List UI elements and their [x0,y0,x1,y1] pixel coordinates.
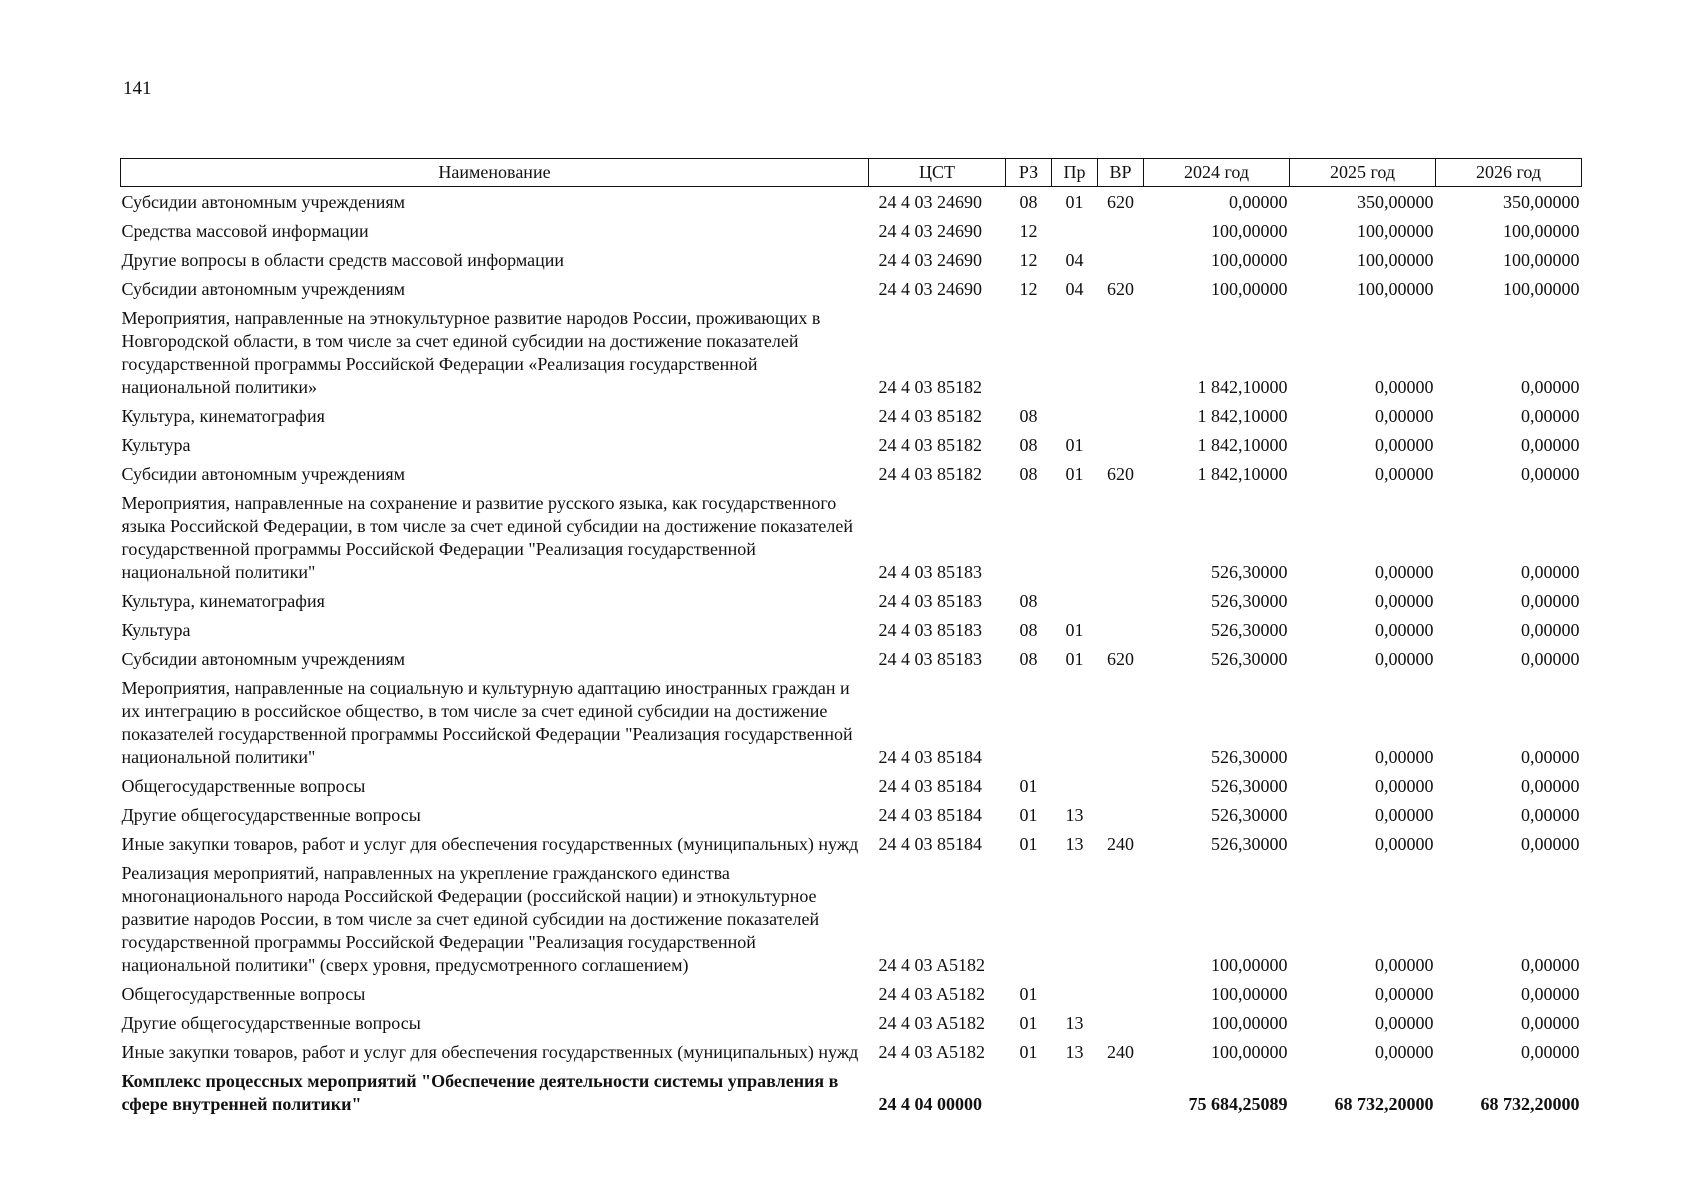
cell-2026: 0,00000 [1521,406,1580,426]
cell-vr: 240 [1107,834,1134,854]
cell-2024: 100,00000 [1211,221,1288,241]
cell-pr: 13 [1065,1042,1084,1062]
cell-pr [1052,1066,1098,1118]
cell-2024: 526,30000 [1211,620,1288,640]
cell-name: Реализация мероприятий, направленных на укрепление гражданского единства многонационального народа Российской Федерации (российской нации) и этнокультурное развитие народов России, в том числе за счет единой субсидии на достижение показателей государственной программы Российской Федерации "Реализация государственной национальной политики" (сверх уровня, предусмотренного соглашением) [121,863,820,975]
cell-cst: 24 4 03 A5182 [878,1013,986,1033]
cell-2024: 100,00000 [1211,955,1288,975]
cell-pr [1052,858,1098,979]
cell-2026: 0,00000 [1521,984,1580,1004]
table-row [121,303,1582,401]
header-2025: 2025 год [1290,159,1436,187]
cell-pr: 13 [1065,834,1084,854]
cell-pr [1052,979,1098,1008]
cell-name: Другие общегосударственные вопросы [121,805,421,825]
cell-pr: 04 [1065,279,1084,299]
cell-2026: 0,00000 [1521,435,1580,455]
cell-2025: 0,00000 [1375,464,1434,484]
cell-name: Субсидии автономным учреждениям [121,649,406,669]
cell-2026: 350,00000 [1503,192,1580,212]
cell-name: Субсидии автономным учреждениям [121,464,406,484]
cell-cst: 24 4 03 85182 [878,377,982,397]
cell-pr: 01 [1065,620,1084,640]
header-cst: ЦСТ [869,159,1006,187]
cell-2025: 100,00000 [1357,250,1434,270]
cell-rz: 08 [1019,435,1038,455]
cell-name: Иные закупки товаров, работ и услуг для обеспечения государственных (муниципальных) нужд [121,834,859,854]
page-number: 141 [123,78,152,99]
cell-2025: 0,00000 [1375,591,1434,611]
cell-pr: 01 [1065,192,1084,212]
cell-rz: 08 [1019,591,1038,611]
cell-cst: 24 4 03 85184 [878,805,982,825]
table-row [121,771,1582,800]
cell-2026: 0,00000 [1521,1042,1580,1062]
cell-cst: 24 4 03 85183 [878,649,982,669]
cell-vr: 620 [1107,279,1134,299]
cell-cst: 24 4 03 85183 [878,591,982,611]
cell-2025: 0,00000 [1375,649,1434,669]
cell-cst: 24 4 04 00000 [878,1094,982,1114]
cell-cst: 24 4 03 24690 [878,279,982,299]
cell-2024: 526,30000 [1211,649,1288,669]
cell-name: Другие вопросы в области средств массовой информации [121,250,565,270]
table-row [121,800,1582,829]
cell-2024: 100,00000 [1211,984,1288,1004]
table-row [121,858,1582,979]
cell-name: Культура [121,435,191,455]
table-row [121,615,1582,644]
table-body [121,187,1582,1119]
cell-pr [1052,673,1098,771]
cell-2025: 0,00000 [1375,984,1434,1004]
cell-pr [1052,401,1098,430]
cell-2024: 1 842,10000 [1197,464,1288,484]
table-row [121,1008,1582,1037]
cell-name: Субсидии автономным учреждениям [121,192,406,212]
cell-rz: 08 [1019,192,1038,212]
cell-vr [1098,858,1144,979]
cell-pr: 01 [1065,649,1084,669]
cell-vr: 620 [1107,192,1134,212]
cell-2025: 100,00000 [1357,279,1434,299]
cell-2024: 75 684,25089 [1188,1094,1288,1114]
cell-cst: 24 4 03 A5182 [878,984,986,1004]
cell-cst: 24 4 03 24690 [878,221,982,241]
header-2026: 2026 год [1436,159,1582,187]
table-row [121,829,1582,858]
cell-2026: 0,00000 [1521,776,1580,796]
cell-2024: 100,00000 [1211,279,1288,299]
cell-vr [1098,586,1144,615]
cell-2026: 0,00000 [1521,562,1580,582]
cell-name: Иные закупки товаров, работ и услуг для обеспечения государственных (муниципальных) нужд [121,1042,859,1062]
cell-2026: 100,00000 [1503,221,1580,241]
cell-pr: 01 [1065,464,1084,484]
header-row [121,159,1582,187]
cell-rz: 12 [1019,221,1038,241]
budget-table [120,158,1582,1118]
cell-cst: 24 4 03 85182 [878,435,982,455]
header-name: Наименование [121,159,869,187]
cell-rz [1006,1066,1052,1118]
cell-2025: 0,00000 [1375,776,1434,796]
cell-pr: 04 [1065,250,1084,270]
cell-rz: 01 [1019,805,1038,825]
cell-pr [1052,771,1098,800]
cell-name: Субсидии автономным учреждениям [121,279,406,299]
table-row [121,430,1582,459]
cell-2026: 0,00000 [1521,1013,1580,1033]
cell-2024: 100,00000 [1211,250,1288,270]
cell-vr [1098,673,1144,771]
cell-2026: 0,00000 [1521,464,1580,484]
cell-name: Комплекс процессных мероприятий "Обеспечение деятельности системы управления в сфере внутренней политики" [121,1071,839,1114]
cell-rz: 01 [1019,1013,1038,1033]
table-row [121,1037,1582,1066]
table-row [121,673,1582,771]
cell-vr [1098,216,1144,245]
cell-vr [1098,303,1144,401]
cell-pr [1052,303,1098,401]
cell-rz: 08 [1019,620,1038,640]
cell-pr: 13 [1065,805,1084,825]
cell-2026: 0,00000 [1521,649,1580,669]
table-row [121,1066,1582,1118]
cell-2024: 526,30000 [1211,747,1288,767]
cell-pr: 01 [1065,435,1084,455]
table-row [121,274,1582,303]
table-row [121,586,1582,615]
cell-vr [1098,401,1144,430]
cell-2025: 68 732,20000 [1334,1094,1434,1114]
cell-vr [1098,1066,1144,1118]
cell-2024: 526,30000 [1211,591,1288,611]
cell-rz [1006,303,1052,401]
table-row [121,488,1582,586]
cell-2026: 0,00000 [1521,591,1580,611]
cell-vr: 620 [1107,649,1134,669]
cell-2026: 0,00000 [1521,805,1580,825]
cell-rz: 08 [1019,464,1038,484]
cell-cst: 24 4 03 85183 [878,620,982,640]
cell-2025: 0,00000 [1375,747,1434,767]
cell-cst: 24 4 03 A5182 [878,955,986,975]
cell-2026: 0,00000 [1521,834,1580,854]
cell-cst: 24 4 03 24690 [878,192,982,212]
header-rz: РЗ [1006,159,1052,187]
cell-name: Мероприятия, направленные на этнокультурное развитие народов России, проживающих в Новгородской области, в том числе за счет единой субсидии на достижение показателей государственной программы Российской Федерации «Реализация государственной национальной политики» [121,308,821,397]
cell-2024: 100,00000 [1211,1042,1288,1062]
cell-name: Мероприятия, направленные на сохранение и развитие русского языка, как государственного языка Российской Федерации, в том числе за счет единой субсидии на достижение показателей государственной программы Российской Федерации "Реализация государственной национальной политики" [121,493,853,582]
header-2024: 2024 год [1144,159,1290,187]
cell-rz [1006,858,1052,979]
cell-rz [1006,488,1052,586]
cell-2026: 0,00000 [1521,747,1580,767]
cell-cst: 24 4 03 A5182 [878,1042,986,1062]
cell-rz: 08 [1019,649,1038,669]
cell-vr [1098,430,1144,459]
cell-2026: 0,00000 [1521,955,1580,975]
cell-rz: 01 [1019,984,1038,1004]
cell-vr [1098,245,1144,274]
cell-rz: 12 [1019,250,1038,270]
cell-rz: 01 [1019,1042,1038,1062]
table-row [121,187,1582,217]
cell-2024: 1 842,10000 [1197,435,1288,455]
cell-rz: 01 [1019,776,1038,796]
cell-cst: 24 4 03 24690 [878,250,982,270]
cell-cst: 24 4 03 85182 [878,464,982,484]
cell-2024: 0,00000 [1229,192,1288,212]
cell-name: Культура, кинематография [121,591,325,611]
cell-2025: 0,00000 [1375,955,1434,975]
cell-pr: 13 [1065,1013,1084,1033]
cell-name: Культура [121,620,191,640]
cell-name: Мероприятия, направленные на социальную и культурную адаптацию иностранных граждан и их интеграцию в российское общество, в том числе за счет единой субсидии на достижение показателей государственной программы Российской Федерации "Реализация государственной национальной политики" [121,678,853,767]
cell-2025: 0,00000 [1375,562,1434,582]
cell-2026: 68 732,20000 [1480,1094,1580,1114]
table-row [121,459,1582,488]
cell-2024: 526,30000 [1211,834,1288,854]
cell-rz: 01 [1019,834,1038,854]
table-row [121,401,1582,430]
table-row [121,979,1582,1008]
header-vr: ВР [1098,159,1144,187]
cell-2024: 1 842,10000 [1197,377,1288,397]
cell-name: Общегосударственные вопросы [121,776,366,796]
cell-2025: 0,00000 [1375,435,1434,455]
cell-2024: 526,30000 [1211,805,1288,825]
cell-2025: 0,00000 [1375,805,1434,825]
cell-name: Средства массовой информации [121,221,369,241]
cell-cst: 24 4 03 85182 [878,406,982,426]
cell-2025: 0,00000 [1375,834,1434,854]
table-row [121,216,1582,245]
cell-2025: 100,00000 [1357,221,1434,241]
cell-pr [1052,488,1098,586]
cell-pr [1052,586,1098,615]
cell-vr [1098,800,1144,829]
cell-pr [1052,216,1098,245]
cell-rz [1006,673,1052,771]
table-row [121,644,1582,673]
cell-2024: 526,30000 [1211,776,1288,796]
cell-name: Другие общегосударственные вопросы [121,1013,421,1033]
cell-name: Общегосударственные вопросы [121,984,366,1004]
cell-rz: 12 [1019,279,1038,299]
cell-2025: 0,00000 [1375,406,1434,426]
cell-2024: 100,00000 [1211,1013,1288,1033]
cell-cst: 24 4 03 85184 [878,834,982,854]
cell-vr [1098,615,1144,644]
cell-vr: 620 [1107,464,1134,484]
cell-2025: 0,00000 [1375,620,1434,640]
header-pr: Пр [1052,159,1098,187]
cell-vr [1098,979,1144,1008]
cell-vr [1098,1008,1144,1037]
cell-vr [1098,488,1144,586]
cell-vr [1098,771,1144,800]
table-header [121,159,1582,187]
cell-2025: 0,00000 [1375,377,1434,397]
cell-2026: 0,00000 [1521,620,1580,640]
cell-2026: 100,00000 [1503,250,1580,270]
cell-cst: 24 4 03 85183 [878,562,982,582]
cell-cst: 24 4 03 85184 [878,776,982,796]
cell-2026: 0,00000 [1521,377,1580,397]
cell-cst: 24 4 03 85184 [878,747,982,767]
cell-2024: 1 842,10000 [1197,406,1288,426]
cell-2024: 526,30000 [1211,562,1288,582]
cell-2025: 0,00000 [1375,1013,1434,1033]
cell-2025: 0,00000 [1375,1042,1434,1062]
cell-2026: 100,00000 [1503,279,1580,299]
cell-name: Культура, кинематография [121,406,325,426]
table-row [121,245,1582,274]
cell-vr: 240 [1107,1042,1134,1062]
cell-rz: 08 [1019,406,1038,426]
cell-2025: 350,00000 [1357,192,1434,212]
